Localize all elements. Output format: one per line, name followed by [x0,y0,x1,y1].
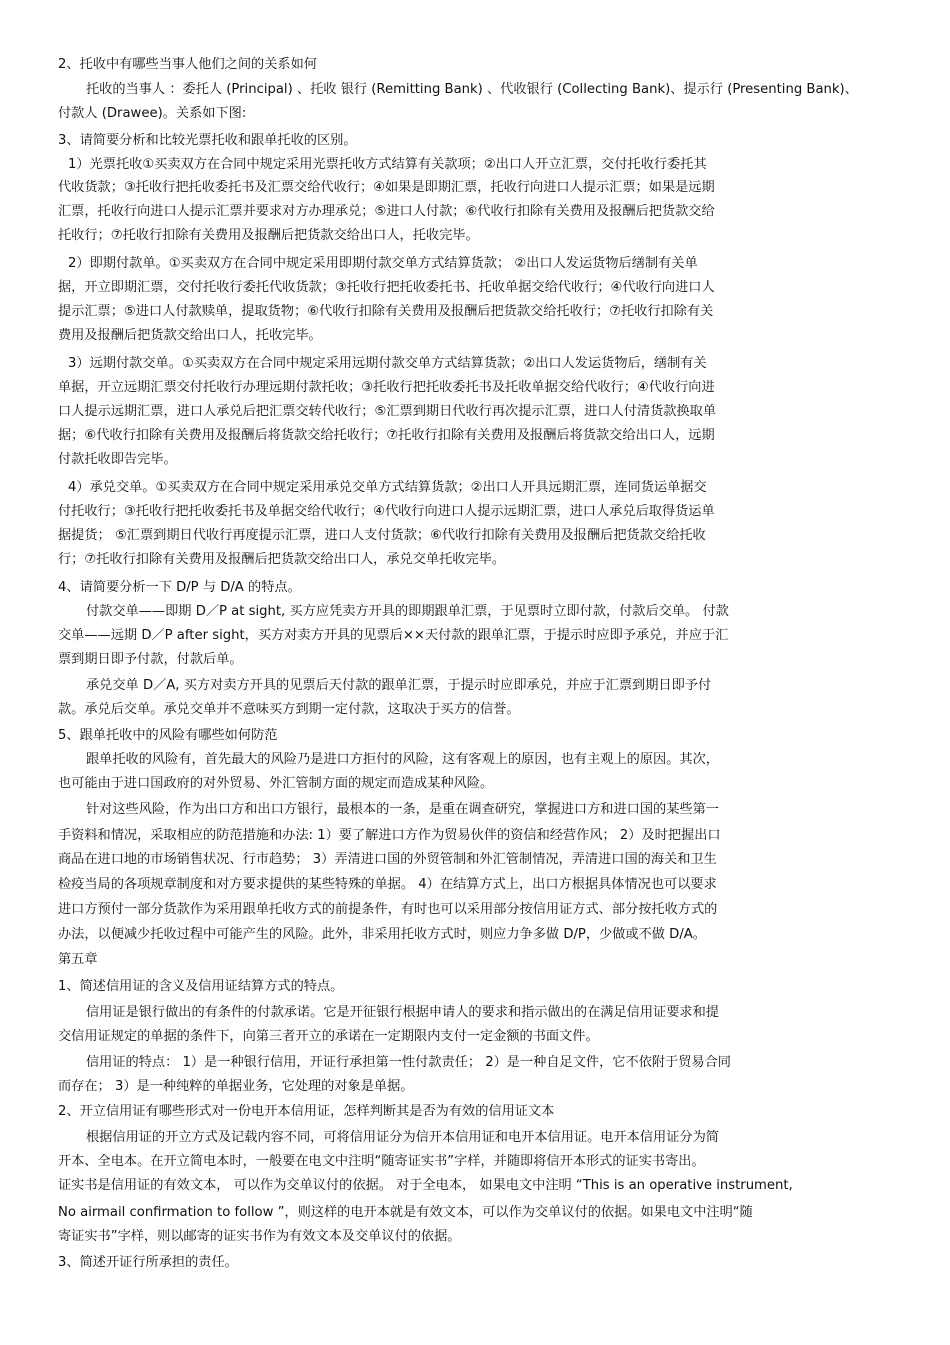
c5-q1-answer-line: 而存在； 3）是一种纯粹的单据业务，它处理的对象是单据。 [58,1079,414,1094]
c5-q2-answer-line: 证实书是信用证的有效文本， 可以作为交单议付的依据。 对于全电本， 如果电文中注明 “This is an operative instrument, [58,1178,793,1193]
q4-heading: 4、请简要分析一下 D/P 与 D/A 的特点。 [58,580,301,595]
c5-q2-answer-line: 根据信用证的开立方式及记载内容不同，可将信用证分为信开本信用证和电开本信用证。电开本信用证分为简 [86,1130,719,1145]
c5-q3-heading: 3、简述开证行所承担的责任。 [58,1255,238,1270]
q4-answer-line: 款。承兑后交单。承兑交单并不意味买方到期一定付款，这取决于买方的信誉。 [58,702,520,717]
q5-answer-line: 针对这些风险，作为出口方和出口方银行，最根本的一条，是重在调查研究，掌握进口方和进口国的某些第一 [86,802,719,817]
q3-answer-line: 付托收行；③托收行把托收委托书及单据交给代收行；④代收行向进口人提示远期汇票，进口人承兑后取得货运单 [58,504,715,519]
q5-answer-line: 进口方预付一部分货款作为采用跟单托收方式的前提条件，有时也可以采用部分按信用证方式、部分按托收方式的 [58,902,718,917]
c5-q2-answer-line: 开本、全电本。在开立简电本时，一般要在电文中注明“随寄证实书”字样，并随即将信开本形式的证实书寄出。 [58,1154,705,1169]
chapter-heading: 第五章 [58,952,98,967]
q2-answer-line: 付款人 (Drawee)。关系如下图: [58,106,247,121]
q3-answer-line: 提示汇票；⑤进口人付款赎单，提取货物；⑥代收行扣除有关费用及报酬后把货款交给托收行；⑦托收行扣除有关 [58,304,714,319]
q3-answer-line: 行；⑦托收行扣除有关费用及报酬后把货款交给出口人，承兑交单托收完毕。 [58,552,506,567]
c5-q1-answer-line: 信用证的特点： 1）是一种银行信用，开证行承担第一性付款责任； 2）是一种自足文件，它不依附于贸易合同 [86,1055,731,1070]
q4-answer-line: 付款交单——即期 D／P at sight, 买方应凭卖方开具的即期跟单汇票，于见票时立即付款，付款后交单。 付款 [86,604,729,619]
q4-answer-line: 票到期日即予付款，付款后单。 [58,652,243,667]
c5-q2-answer-line: 寄证实书”字样，则以邮寄的证实书作为有效文本及交单议付的依据。 [58,1229,461,1244]
q3-answer-line: 据，开立即期汇票，交付托收行委托代收货款；③托收行把托收委托书、托收单据交给代收行；④代收行向进口人 [58,280,715,295]
q5-answer-line: 检疫当局的各项规章制度和对方要求提供的某些特殊的单据。 4）在结算方式上，出口方根据具体情况也可以要求 [58,877,717,892]
q3-answer-line: 口人提示远期汇票，进口人承兑后把汇票交转代收行；⑤汇票到期日代收行再次提示汇票，进口人付清货款换取单 [58,404,717,419]
q3-answer-line: 据提货； ⑤汇票到期日代收行再度提示汇票，进口人支付货款；⑥代收行扣除有关费用及报酬后把货款交给托收 [58,528,706,543]
q3-answer-line: 3）远期付款交单。①买卖双方在合同中规定采用远期付款交单方式结算货款；②出口人发运货物后，缮制有关 [68,356,707,371]
q5-answer-line: 商品在进口地的市场销售状况、行市趋势； 3）弄清进口国的外贸管制和外汇管制情况，弄清进口国的海关和卫生 [58,852,717,867]
c5-q1-heading: 1、简述信用证的含义及信用证结算方式的特点。 [58,979,344,994]
q3-answer-line: 托收行；⑦托收行扣除有关费用及报酬后把货款交给出口人，托收完毕。 [58,228,479,243]
q4-answer-line: 承兑交单 D／A, 买方对卖方开具的见票后天付款的跟单汇票，于提示时应即承兑，并应于汇票到期日即予付 [86,678,712,693]
c5-q2-answer-line: No airmail confirmation to follow ”，则这样的电开本就是有效文本，可以作为交单议付的依据。如果电文中注明“随 [58,1205,753,1220]
q5-answer-line: 手资料和情况，采取相应的防范措施和办法: 1）要了解进口方作为贸易伙伴的资信和经营作风； 2）及时把握出口 [58,828,721,843]
q5-heading: 5、跟单托收中的风险有哪些如何防范 [58,728,278,743]
q3-answer-line: 汇票，托收行向进口人提示汇票并要求对方办理承兑；⑤进口人付款；⑥代收行扣除有关费用及报酬后把货款交给 [58,204,715,219]
q3-answer-line: 据；⑥代收行扣除有关费用及报酬后将货款交给托收行；⑦托收行扣除有关费用及报酬后将货款交给出口人，远期 [58,428,715,443]
q3-answer-line: 单据，开立远期汇票交付托收行办理远期付款托收；③托收行把托收委托书及托收单据交给代收行；④代收行向进 [58,380,715,395]
q4-answer-line: 交单——远期 D／P after sight，买方对卖方开具的见票后××天付款的跟单汇票，于提示时应即予承兑，并应于汇 [58,628,729,643]
c5-q2-heading: 2、开立信用证有哪些形式对一份电开本信用证，怎样判断其是否为有效的信用证文本 [58,1104,555,1119]
c5-q1-answer-line: 信用证是银行做出的有条件的付款承诺。它是开征银行根据申请人的要求和指示做出的在满足信用证要求和提 [86,1005,719,1020]
q3-answer-line: 2）即期付款单。①买卖双方在合同中规定采用即期付款交单方式结算货款； ②出口人发运货物后缮制有关单 [68,256,698,271]
q2-answer-line: 托收的当事人 ：委托人 (Principal) 、托收 银行 (Remitting Bank) 、代收银行 (Collecting Bank)、提示行 (Presenting Bank)、 [86,82,858,97]
c5-q1-answer-line: 交信用证规定的单据的条件下，向第三者开立的承诺在一定期限内支付一定金额的书面文件。 [58,1029,599,1044]
q3-answer-line: 付款托收即告完毕。 [58,452,177,467]
q3-answer-line: 代收货款；③托收行把托收委托书及汇票交给代收行；④如果是即期汇票，托收行向进口人提示汇票；如果是远期 [58,180,715,195]
q5-answer-line: 跟单托收的风险有，首先最大的风险乃是进口方拒付的风险，这有客观上的原因，也有主观上的原因。其次， [86,752,719,767]
q3-answer-line: 费用及报酬后把货款交给出口人，托收完毕。 [58,328,322,343]
q5-answer-line: 也可能由于进口国政府的对外贸易、外汇管制方面的规定而造成某种风险。 [58,776,494,791]
q3-answer-line: 4）承兑交单。①买卖双方在合同中规定采用承兑交单方式结算货款；②出口人开具远期汇票，连同货运单据交 [68,480,707,495]
q2-heading: 2、托收中有哪些当事人他们之间的关系如何 [58,57,317,72]
q3-answer-line: 1）光票托收①买卖双方在合同中规定采用光票托收方式结算有关款项；②出口人开立汇票，交付托收行委托其 [68,157,707,172]
q3-heading: 3、请简要分析和比较光票托收和跟单托收的区别。 [58,133,357,148]
q5-answer-line: 办法，以便减少托收过程中可能产生的风险。此外，非采用托收方式时，则应力争多做 D/P，少做或不做 D/A。 [58,927,706,942]
